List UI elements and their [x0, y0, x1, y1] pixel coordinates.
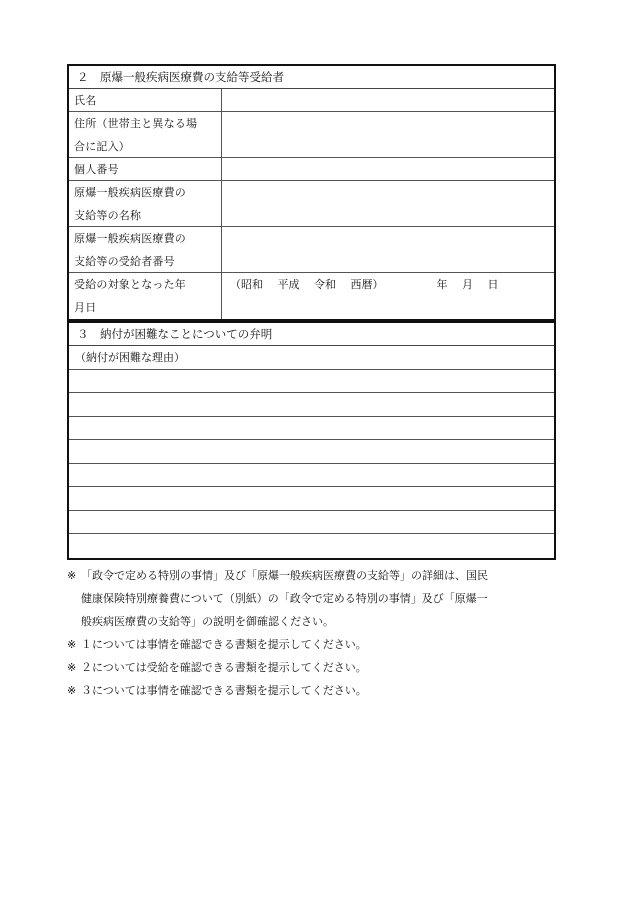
recipient-number-label: 原爆一般疾病医療費の 支給等の受給者番号: [69, 227, 222, 272]
section-2-recipient: [67, 64, 556, 321]
reason-line[interactable]: [69, 370, 554, 394]
address-row: [69, 112, 554, 158]
note-section-1: ※ １については事情を確認できる書類を提示してください。: [67, 638, 367, 651]
benefit-name-row: [69, 181, 554, 227]
reason-label: （納付が困難な理由）: [69, 346, 554, 370]
my-number-label: 個人番号: [69, 158, 222, 180]
section-3-header: ３ 納付が困難なことについての弁明: [69, 323, 554, 346]
reason-line[interactable]: [69, 417, 554, 441]
benefit-name-label: 原爆一般疾病医療費の 支給等の名称: [69, 181, 222, 226]
benefit-name-field[interactable]: [222, 181, 554, 226]
reason-line[interactable]: [69, 440, 554, 464]
reason-line[interactable]: [69, 464, 554, 488]
section-3-explanation: [67, 321, 556, 560]
eligible-date-era-options: （昭和 平成 令和 西暦） 年 月 日: [230, 278, 499, 291]
name-label: 氏名: [69, 89, 222, 111]
name-field[interactable]: [222, 89, 554, 111]
notes: [67, 564, 567, 702]
address-field[interactable]: [222, 112, 554, 157]
my-number-field[interactable]: [222, 158, 554, 180]
note-section-3: ※ ３については事情を確認できる書類を提示してください。: [67, 684, 367, 697]
my-number-row: [69, 158, 554, 181]
note-special-circumstances: ※ 「政令で定める特別の事情」及び「原爆一般疾病医療費の支給等」の詳細は、国民 健康保険特別療養費について（別紙）の「政令で定める特別の事情」及び「原爆一 般疾病医療費の支給等」の説明を御確認ください。: [67, 569, 488, 628]
section-2-header: ２ 原爆一般疾病医療費の支給等受給者: [69, 66, 554, 89]
name-row: [69, 89, 554, 112]
reason-line[interactable]: [69, 534, 554, 558]
eligible-date-row: [69, 273, 554, 319]
form: [67, 64, 556, 560]
note-section-2: ※ ２については受給を確認できる書類を提示してください。: [67, 661, 367, 674]
reason-line[interactable]: [69, 511, 554, 535]
eligible-date-field[interactable]: [222, 273, 554, 319]
recipient-number-field[interactable]: [222, 227, 554, 272]
reason-line[interactable]: [69, 393, 554, 417]
recipient-number-row: [69, 227, 554, 273]
eligible-date-label: 受給の対象となった年 月日: [69, 273, 222, 319]
reason-line[interactable]: [69, 487, 554, 511]
address-label: 住所（世帯主と異なる場 合に記入）: [69, 112, 222, 157]
